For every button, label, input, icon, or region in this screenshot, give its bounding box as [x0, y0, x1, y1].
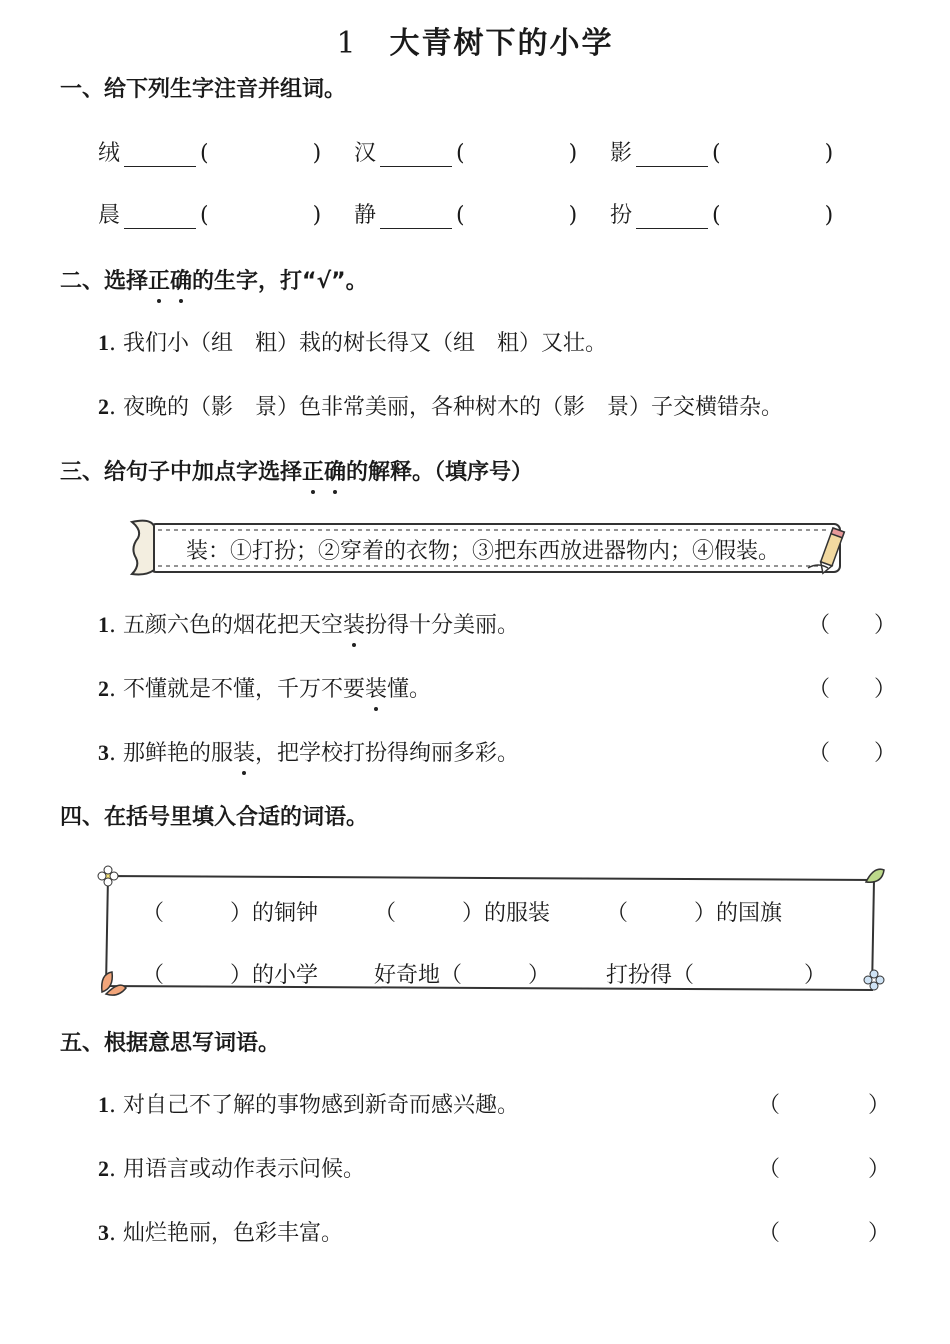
section-4-heading: 四、在括号里填入合适的词语。 [60, 805, 369, 830]
question-item: 1. 我们小（组 粗）栽的树长得又（组 粗）又壮。 [98, 330, 607, 356]
fill-item[interactable]: 好奇地（ ） [374, 963, 551, 988]
char: 静 [354, 203, 377, 228]
pinyin-blank[interactable] [380, 206, 452, 229]
answer-paren[interactable]: （ ） [808, 741, 897, 766]
section-2-heading: 二、选择正确的生字，打“√”。 [60, 264, 368, 295]
word-fill-box [96, 862, 886, 1000]
answer-paren[interactable]: （ ） [758, 1157, 891, 1182]
fill-item[interactable]: （ ）的铜钟 [142, 901, 319, 926]
question-item: 1. 五颜六色的烟花把天空装扮得十分美丽。 [98, 608, 519, 639]
question-item: 2. 不懂就是不懂，千万不要装懂。 [98, 672, 431, 703]
pinyin-blank[interactable] [380, 144, 452, 167]
lesson-title: 大青树下的小学 [389, 26, 614, 61]
char: 汉 [354, 141, 377, 166]
answer-paren[interactable]: （ ） [808, 613, 897, 638]
fill-item[interactable]: （ ）的小学 [142, 963, 319, 988]
char-item: 扮 ( ) [610, 203, 834, 228]
fill-item[interactable]: 打扮得（ ） [606, 963, 827, 988]
pinyin-blank[interactable] [124, 144, 196, 167]
pinyin-blank[interactable] [124, 206, 196, 229]
section-3-heading: 三、给句子中加点字选择正确的解释。（填序号） [60, 455, 533, 486]
pinyin-blank[interactable] [636, 144, 708, 167]
section-1-heading: 一、给下列生字注音并组词。 [60, 77, 347, 102]
char-item: 绒 ( ) [98, 141, 322, 166]
fill-item[interactable]: （ ）的国旗 [606, 901, 783, 926]
char-item: 晨 ( ) [98, 203, 322, 228]
char: 绒 [98, 141, 121, 166]
definition-text: 装：①打扮；②穿着的衣物；③把东西放进器物内；④假装。 [186, 539, 781, 564]
page-title [0, 18, 950, 62]
question-item: 2. 夜晚的（影 景）色非常美丽，各种树木的（影 景）子交横错杂。 [98, 394, 783, 420]
question-item: 3. 灿烂艳丽，色彩丰富。 [98, 1220, 343, 1246]
char-item: 静 ( ) [354, 203, 578, 228]
char: 扮 [610, 203, 633, 228]
question-item: 3. 那鲜艳的服装，把学校打扮得绚丽多彩。 [98, 736, 519, 767]
section-5-heading: 五、根据意思写词语。 [60, 1031, 281, 1056]
char: 影 [610, 141, 633, 166]
char-item: 汉 ( ) [354, 141, 578, 166]
question-item: 2. 用语言或动作表示问候。 [98, 1156, 365, 1182]
answer-paren[interactable]: （ ） [758, 1093, 891, 1118]
fill-item[interactable]: （ ）的服装 [374, 901, 551, 926]
char: 晨 [98, 203, 121, 228]
definition-banner [128, 518, 858, 578]
answer-paren[interactable]: （ ） [808, 677, 897, 702]
answer-paren[interactable]: （ ） [758, 1221, 891, 1246]
lesson-number: 1 [336, 26, 358, 61]
char-item: 影 ( ) [610, 141, 834, 166]
pinyin-blank[interactable] [636, 206, 708, 229]
question-item: 1. 对自己不了解的事物感到新奇而感兴趣。 [98, 1092, 519, 1118]
